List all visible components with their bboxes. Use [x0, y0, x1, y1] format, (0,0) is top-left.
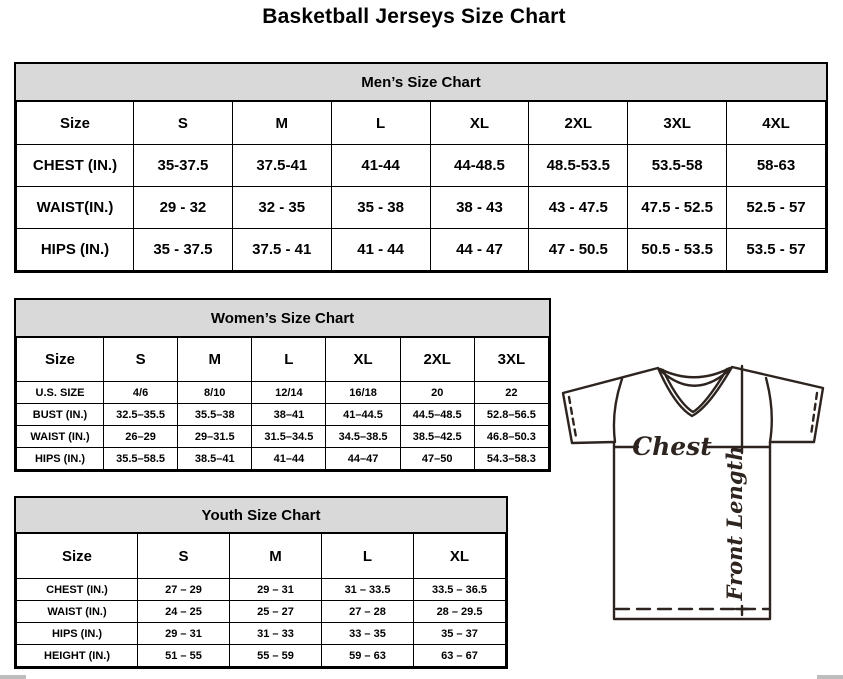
womens-cell: 54.3–58.3 — [474, 448, 548, 470]
youth-cell: 55 – 59 — [230, 645, 322, 667]
youth-cell: 33 – 35 — [322, 623, 414, 645]
womens-cell: 38.5–42.5 — [400, 426, 474, 448]
mens-cell: 44 - 47 — [430, 229, 529, 271]
womens-cell: 22 — [474, 382, 548, 404]
mens-cell: 41 - 44 — [331, 229, 430, 271]
youth-table-grid — [16, 533, 506, 667]
womens-cell: 46.8–50.3 — [474, 426, 548, 448]
womens-cell: 38–41 — [252, 404, 326, 426]
mens-cell: 50.5 - 53.5 — [628, 229, 727, 271]
jersey-outline — [563, 367, 823, 619]
womens-row-label: BUST (IN.) — [17, 404, 104, 426]
youth-cell: 31 – 33 — [230, 623, 322, 645]
womens-cell: 35.5–58.5 — [104, 448, 178, 470]
mens-column-header: 4XL — [727, 102, 826, 145]
youth-row-label: HIPS (IN.) — [17, 623, 138, 645]
womens-column-header: Size — [17, 338, 104, 382]
mens-column-header: S — [134, 102, 233, 145]
horizontal-scrollbar-fragment-left[interactable] — [0, 675, 26, 679]
youth-data-row — [17, 623, 506, 645]
mens-column-header: Size — [17, 102, 134, 145]
mens-size-table — [14, 62, 828, 273]
youth-cell: 29 – 31 — [230, 579, 322, 601]
womens-cell: 47–50 — [400, 448, 474, 470]
youth-cell: 31 – 33.5 — [322, 579, 414, 601]
womens-size-table — [14, 298, 551, 472]
mens-row-label: HIPS (IN.) — [17, 229, 134, 271]
mens-row-label: CHEST (IN.) — [17, 145, 134, 187]
mens-data-row — [17, 187, 826, 229]
collar-arc-outer — [660, 368, 730, 377]
mens-cell: 43 - 47.5 — [529, 187, 628, 229]
youth-cell: 59 – 63 — [322, 645, 414, 667]
mens-cell: 38 - 43 — [430, 187, 529, 229]
horizontal-scrollbar-fragment-right[interactable] — [817, 675, 843, 679]
womens-table-grid — [16, 337, 549, 470]
womens-row-label: U.S. SIZE — [17, 382, 104, 404]
womens-cell: 26–29 — [104, 426, 178, 448]
mens-cell: 29 - 32 — [134, 187, 233, 229]
womens-column-header: S — [104, 338, 178, 382]
youth-cell: 27 – 28 — [322, 601, 414, 623]
womens-cell: 31.5–34.5 — [252, 426, 326, 448]
youth-data-row — [17, 645, 506, 667]
mens-data-row — [17, 145, 826, 187]
womens-cell: 44.5–48.5 — [400, 404, 474, 426]
mens-cell: 35 - 38 — [331, 187, 430, 229]
womens-cell: 34.5–38.5 — [326, 426, 400, 448]
mens-cell: 52.5 - 57 — [727, 187, 826, 229]
mens-cell: 47.5 - 52.5 — [628, 187, 727, 229]
womens-column-header: L — [252, 338, 326, 382]
womens-data-row — [17, 426, 549, 448]
youth-column-header: L — [322, 534, 414, 579]
mens-column-header: 2XL — [529, 102, 628, 145]
womens-cell: 35.5–38 — [178, 404, 252, 426]
mens-cell: 48.5-53.5 — [529, 145, 628, 187]
mens-column-header: 3XL — [628, 102, 727, 145]
youth-data-row — [17, 579, 506, 601]
womens-cell: 20 — [400, 382, 474, 404]
mens-cell: 32 - 35 — [232, 187, 331, 229]
youth-header-row — [17, 534, 506, 579]
womens-table-title: Women’s Size Chart — [16, 300, 549, 337]
womens-column-header: 2XL — [400, 338, 474, 382]
womens-cell: 32.5–35.5 — [104, 404, 178, 426]
mens-cell: 53.5-58 — [628, 145, 727, 187]
chest-label: Chest — [632, 432, 712, 461]
womens-data-row — [17, 404, 549, 426]
womens-data-row — [17, 382, 549, 404]
jersey-measurement-diagram — [558, 363, 840, 631]
womens-cell: 16/18 — [326, 382, 400, 404]
womens-data-row — [17, 448, 549, 470]
mens-table-title: Men’s Size Chart — [16, 64, 826, 101]
youth-cell: 33.5 – 36.5 — [414, 579, 506, 601]
youth-cell: 63 – 67 — [414, 645, 506, 667]
youth-row-label: WAIST (IN.) — [17, 601, 138, 623]
womens-column-header: 3XL — [474, 338, 548, 382]
mens-column-header: M — [232, 102, 331, 145]
womens-cell: 12/14 — [252, 382, 326, 404]
page-title: Basketball Jerseys Size Chart — [262, 5, 566, 28]
womens-cell: 8/10 — [178, 382, 252, 404]
womens-cell: 52.8–56.5 — [474, 404, 548, 426]
youth-cell: 25 – 27 — [230, 601, 322, 623]
front-length-label: Front Length — [722, 445, 747, 601]
mens-data-row — [17, 229, 826, 271]
youth-cell: 35 – 37 — [414, 623, 506, 645]
mens-cell: 35 - 37.5 — [134, 229, 233, 271]
mens-cell: 37.5-41 — [232, 145, 331, 187]
womens-cell: 44–47 — [326, 448, 400, 470]
mens-cell: 35-37.5 — [134, 145, 233, 187]
womens-column-header: XL — [326, 338, 400, 382]
youth-cell: 51 – 55 — [138, 645, 230, 667]
womens-cell: 41–44 — [252, 448, 326, 470]
womens-column-header: M — [178, 338, 252, 382]
youth-row-label: HEIGHT (IN.) — [17, 645, 138, 667]
mens-cell: 58-63 — [727, 145, 826, 187]
mens-cell: 41-44 — [331, 145, 430, 187]
youth-column-header: Size — [17, 534, 138, 579]
mens-cell: 53.5 - 57 — [727, 229, 826, 271]
mens-column-header: XL — [430, 102, 529, 145]
youth-cell: 28 – 29.5 — [414, 601, 506, 623]
womens-cell: 4/6 — [104, 382, 178, 404]
womens-header-row — [17, 338, 549, 382]
womens-cell: 41–44.5 — [326, 404, 400, 426]
mens-header-row — [17, 102, 826, 145]
youth-data-row — [17, 601, 506, 623]
youth-cell: 24 – 25 — [138, 601, 230, 623]
youth-size-table — [14, 496, 508, 669]
womens-cell: 38.5–41 — [178, 448, 252, 470]
womens-row-label: WAIST (IN.) — [17, 426, 104, 448]
mens-column-header: L — [331, 102, 430, 145]
youth-cell: 27 – 29 — [138, 579, 230, 601]
mens-cell: 44-48.5 — [430, 145, 529, 187]
youth-column-header: S — [138, 534, 230, 579]
youth-column-header: M — [230, 534, 322, 579]
womens-row-label: HIPS (IN.) — [17, 448, 104, 470]
mens-cell: 47 - 50.5 — [529, 229, 628, 271]
youth-column-header: XL — [414, 534, 506, 579]
youth-row-label: CHEST (IN.) — [17, 579, 138, 601]
youth-table-title: Youth Size Chart — [16, 498, 506, 533]
mens-row-label: WAIST(IN.) — [17, 187, 134, 229]
mens-table-grid — [16, 101, 826, 271]
youth-cell: 29 – 31 — [138, 623, 230, 645]
womens-cell: 29–31.5 — [178, 426, 252, 448]
mens-cell: 37.5 - 41 — [232, 229, 331, 271]
